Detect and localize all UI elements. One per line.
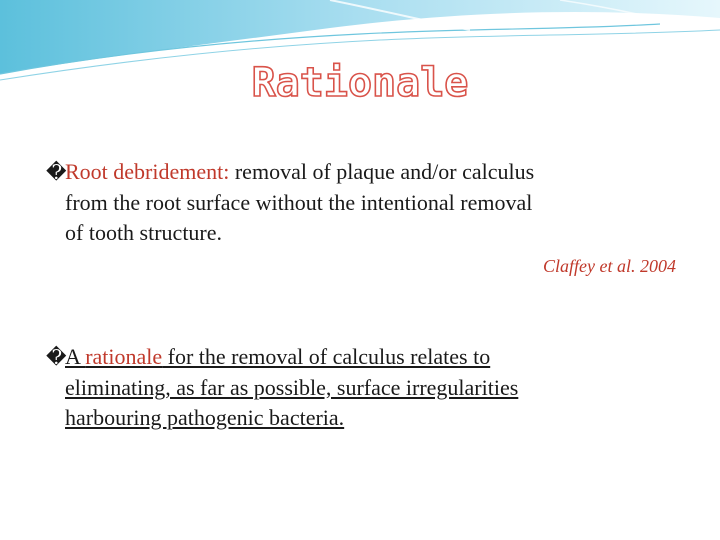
- bullet-icon: �: [46, 162, 67, 184]
- para2-line1-text: for the removal of calculus relates to: [162, 344, 491, 369]
- citation: Claffey et al. 2004: [543, 256, 676, 276]
- keyword-rationale: rationale: [85, 344, 163, 369]
- para2-line2: eliminating, as far as possible, surface irregularities: [65, 375, 519, 400]
- slide-title: Rationale: [251, 60, 469, 106]
- term-root-debridement: Root debridement:: [65, 159, 230, 184]
- para1-line2: from the root surface without the intentional removal: [65, 190, 533, 215]
- para1-line1-text: removal of plaque and/or calculus: [229, 159, 535, 184]
- bullet-icon: �: [46, 347, 67, 369]
- para2-lead: A: [65, 344, 86, 369]
- bullet-rationale: [46, 342, 686, 433]
- bullet-root-debridement: [46, 157, 686, 248]
- para1-line3: of tooth structure.: [65, 220, 223, 245]
- para2-line3: harbouring pathogenic bacteria.: [65, 405, 345, 430]
